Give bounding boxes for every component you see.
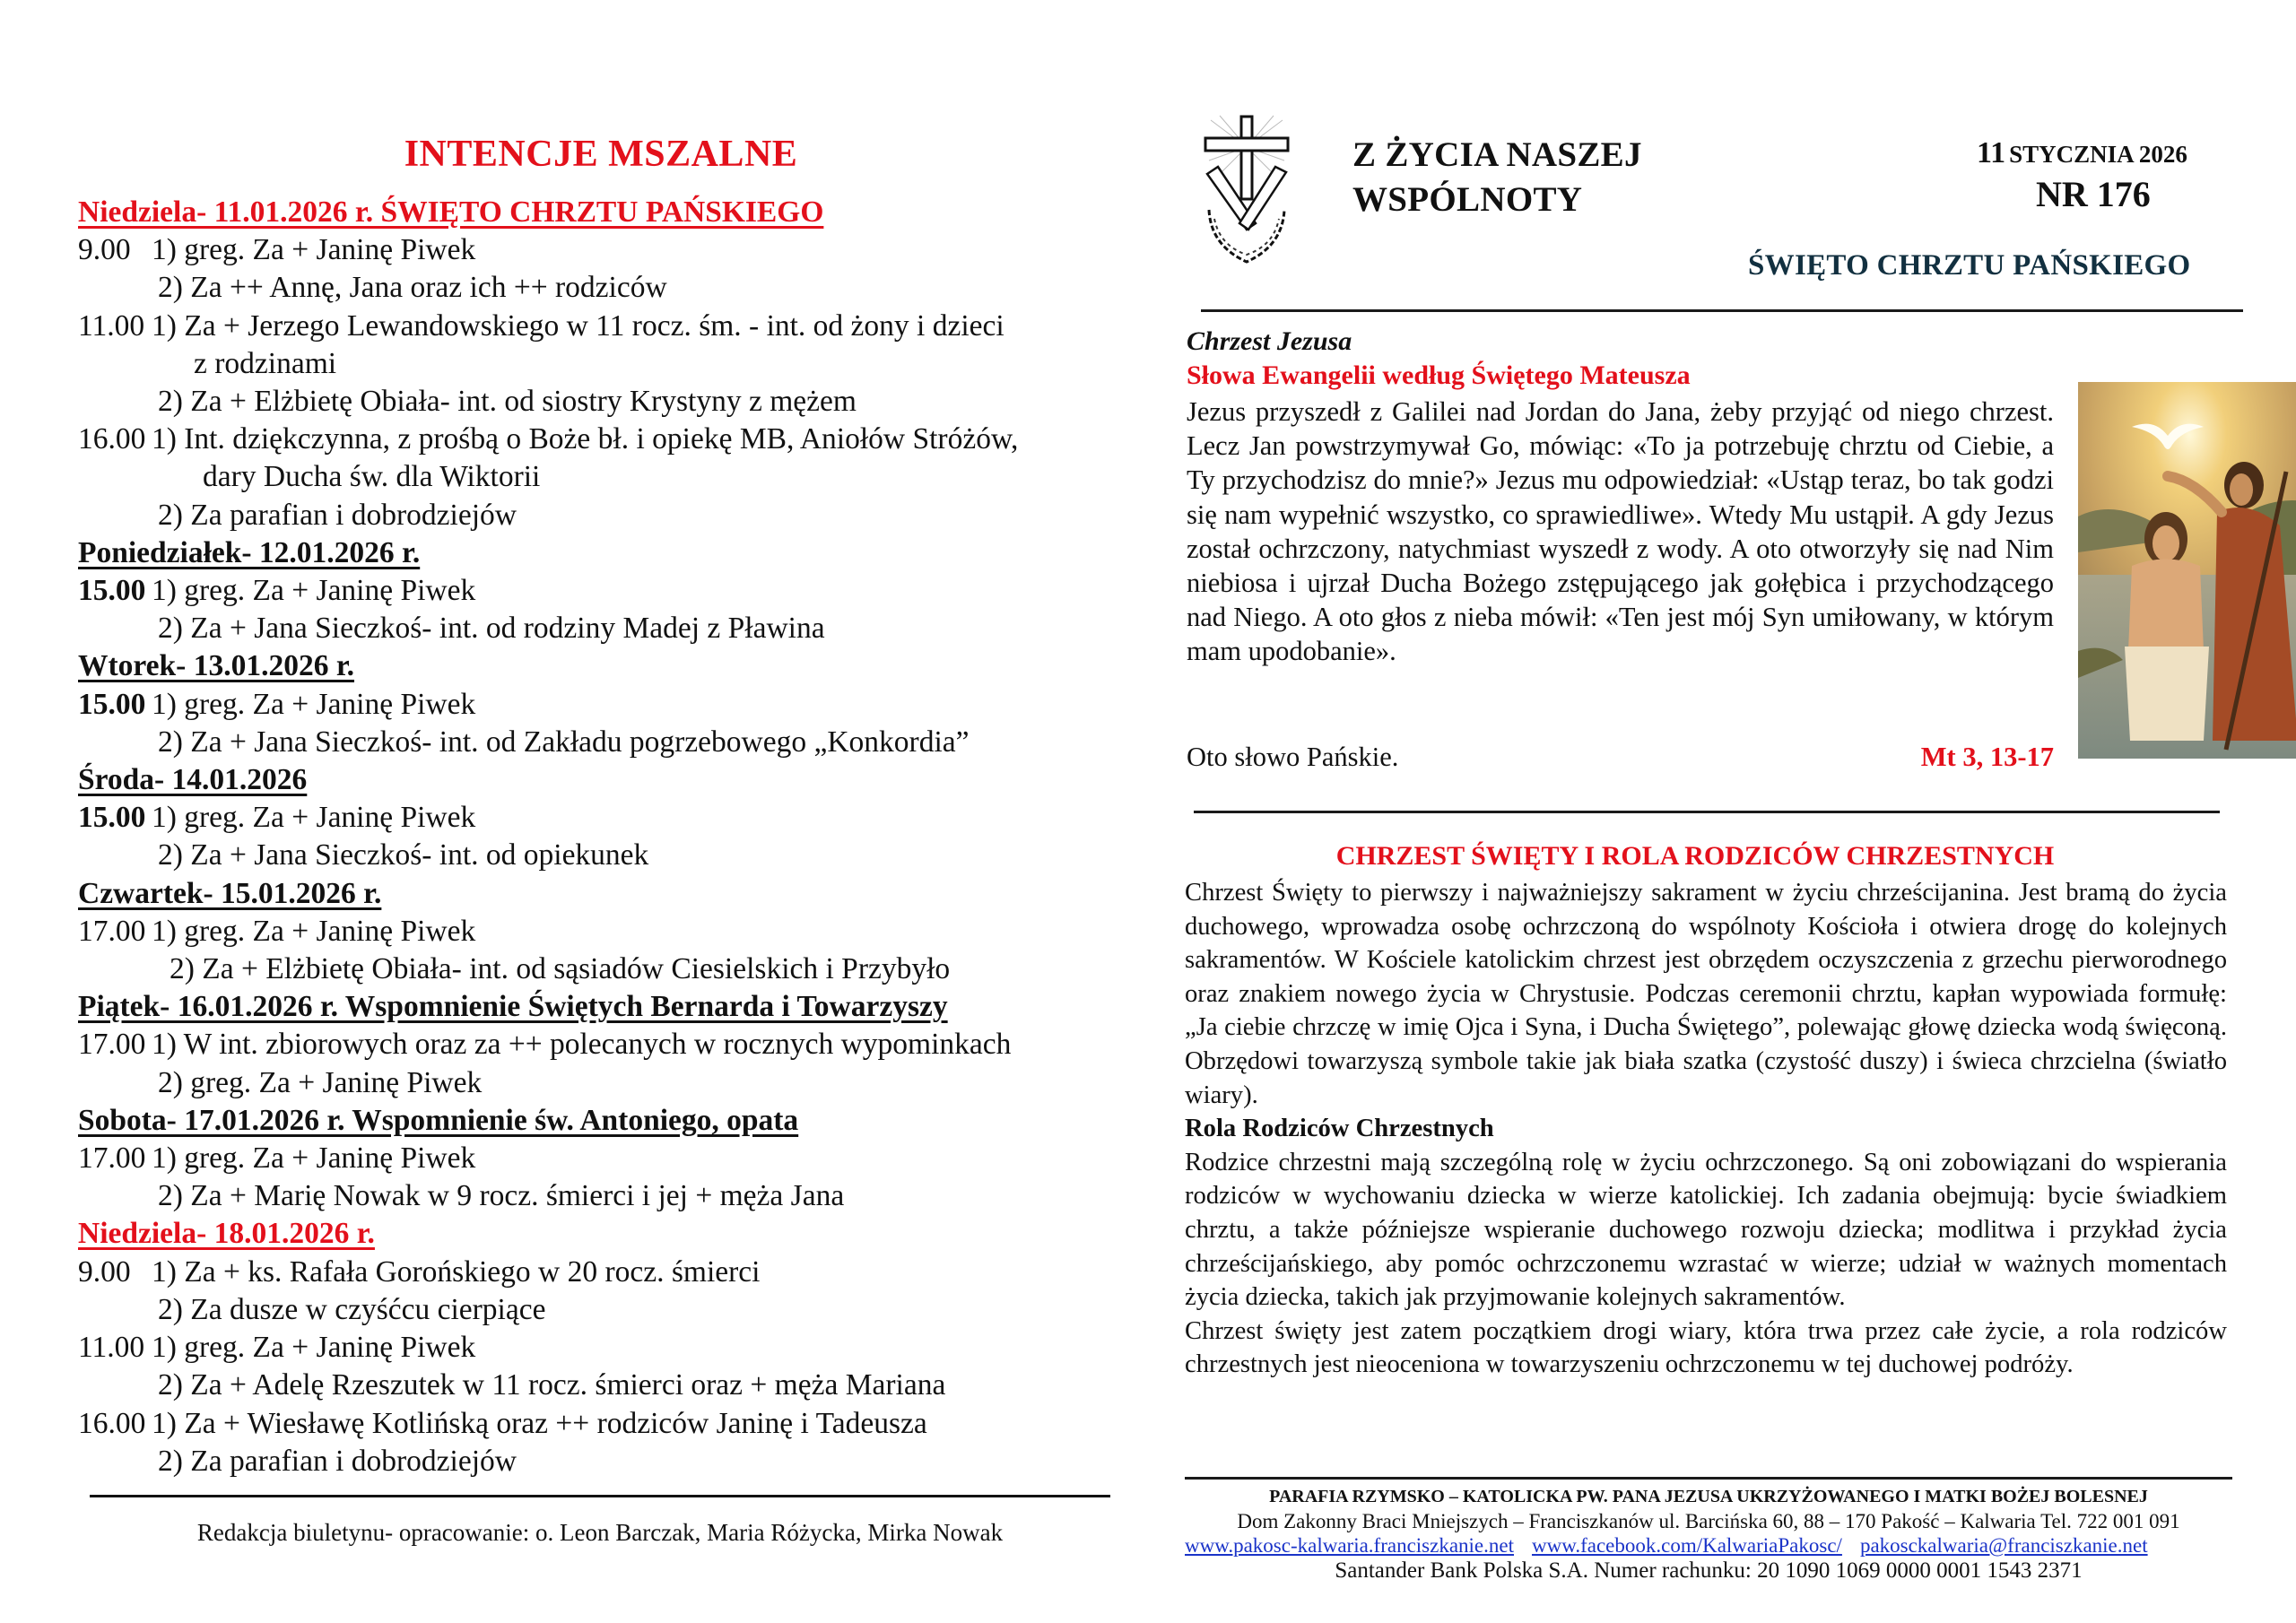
bulletin-title-line1: Z ŻYCIA NASZEJ bbox=[1352, 135, 1642, 174]
mass-line bbox=[78, 269, 1154, 307]
divider bbox=[90, 1495, 1110, 1497]
feast-title: ŚWIĘTO CHRZTU PAŃSKIEGO bbox=[1748, 249, 2191, 282]
gospel-text: Jezus przyszedł z Galilei nad Jordan do Jana, żeby przyjąć od niego chrzest. Lecz Jan powstrzymywał Go, mówiąc: «To ja potrzebuję chrztu od Ciebie, a Ty przychodzisz do mnie?» Jezus mu odpowiedział: «Ustąp teraz, bo tak godzi się nam wypełnić wszystko, co sprawiedliwe». Wtedy Mu ustąpił. A gdy Jezus został ochrzczony, natychmiast wyszedł z wody. A oto otworzyły się nad Nim niebiosa i ujrzał Ducha Bożego zstępującego jak gołębica i przychodzącego nad Niego. A oto głos z nieba mówił: «Ten jest mój Syn umiłowany, w którym mam upodobanie». bbox=[1187, 396, 2054, 667]
mass-intention: 2) Za + Elżbietę Obiała- int. od sąsiadów Ciesielskich i Przybyło bbox=[170, 952, 951, 986]
article-paragraph: Chrzest Święty to pierwszy i najważniejszy sakrament w życiu chrześcijanina. Jest bramą do życia duchowego, wprowadza osobę ochrzczoną do wspólnoty Kościoła i otwiera drogę do kolejnych sakramentów. W Kościele katolickim chrzest jest obrzędem oczyszczenia z grzechu pierworodnego oraz znakiem nowego życia w Chrystusie. Podczas ceremonii chrztu, kapłan wypowiada formułę: „Ja ciebie chrzczę w imię Ojca i Syna, i Ducha Świętego”, polewając głowę dziecka wodą święconą. Obrzędowi towarzyszą symbole takie jak biała szatka (czystość duszy) i świeca chrzcielna (światło wiary). bbox=[1185, 879, 2227, 1109]
mass-line bbox=[78, 1254, 1154, 1291]
mass-intention: 1) greg. Za + Janinę Piwek bbox=[152, 1141, 476, 1176]
mass-intention: 1) Za + Wiesławę Kotlińską oraz ++ rodziców Janinę i Tadeusza bbox=[152, 1406, 927, 1440]
mass-intention: 1) W int. zbiorowych oraz za ++ polecanych w rocznych wypominkach bbox=[152, 1028, 1012, 1062]
mass-intention: 2) Za + Elżbietę Obiała- int. od siostry Krystyny z mężem bbox=[158, 385, 857, 419]
parish-name: PARAFIA RZYMSKO – KATOLICKA PW. PANA JEZUSA UKRZYŻOWANEGO I MATKI BOŻEJ BOLESNEJ bbox=[1269, 1487, 2148, 1506]
gospel-reference: Mt 3, 13-17 bbox=[1920, 742, 2054, 772]
mass-intention: z rodzinami bbox=[194, 346, 337, 380]
mass-intention: 2) Za dusze w czyśćcu cierpiące bbox=[158, 1292, 546, 1326]
day-heading: Czwartek- 15.01.2026 r. bbox=[78, 876, 382, 910]
website-link[interactable]: www.pakosc-kalwaria.franciszkanie.net bbox=[1185, 1534, 1514, 1557]
mass-intention: 2) Za parafian i dobrodziejów bbox=[158, 498, 517, 532]
mass-time: 15.00 bbox=[78, 801, 146, 835]
mass-intention: 2) Za + Jana Sieczkoś- int. od opiekunek bbox=[158, 838, 649, 872]
mass-line bbox=[78, 1140, 1154, 1177]
mass-intention: 1) Int. dziękczynna, z prośbą o Boże bł. i opiekę MB, Aniołów Stróżów, bbox=[152, 422, 1019, 456]
facebook-link[interactable]: www.facebook.com/KalwariaPakosc/ bbox=[1531, 1534, 1842, 1557]
gospel-closing: Oto słowo Pańskie. bbox=[1187, 742, 1399, 772]
day-heading: Piątek- 16.01.2026 r. Wspomnienie Świętych Bernarda i Towarzyszy bbox=[78, 990, 948, 1024]
gospel-closing-row bbox=[1187, 742, 2054, 773]
bank-account: Santander Bank Polska S.A. Numer rachunku: 20 1090 1069 0000 0001 1543 2371 bbox=[1335, 1558, 2083, 1583]
mass-line bbox=[78, 458, 1154, 496]
mass-intention: 2) Za + Adelę Rzeszutek w 11 rocz. śmierci oraz + męża Mariana bbox=[158, 1368, 946, 1402]
article-paragraph: Chrzest święty jest zatem początkiem drogi wiary, która trwa przez całe życie, a rola rodziców chrzestnych jest nieoceniona w towarzyszeniu ochrzczonemu w tej duchowej podróży. bbox=[1185, 1316, 2227, 1379]
editorial-credits: Redakcja biuletynu- opracowanie: o. Leon Barczak, Maria Różycka, Mirka Nowak bbox=[196, 1519, 1004, 1546]
mass-intention: 2) Za parafian i dobrodziejów bbox=[158, 1444, 517, 1478]
mass-time: 9.00 bbox=[78, 233, 131, 267]
day-heading: Poniedziałek- 12.01.2026 r. bbox=[78, 535, 421, 569]
mass-line bbox=[78, 497, 1154, 534]
issue-number: NR 176 bbox=[2036, 174, 2151, 214]
mass-line bbox=[78, 799, 1154, 837]
email-link[interactable]: pakosckalwaria@franciszkanie.net bbox=[1859, 1534, 2148, 1557]
mass-intention: 2) Za ++ Annę, Jana oraz ich ++ rodziców bbox=[158, 271, 667, 305]
mass-time: 15.00 bbox=[78, 574, 146, 608]
mass-intention: 1) Za + ks. Rafała Gorońskiego w 20 rocz. śmierci bbox=[152, 1254, 761, 1289]
mass-line bbox=[78, 383, 1154, 421]
right-page-bulletin bbox=[1148, 0, 2296, 1623]
mass-intention: 2) Za + Jana Sieczkoś- int. od rodziny Madej z Pławina bbox=[158, 612, 825, 646]
mass-line bbox=[78, 421, 1154, 458]
issue-date bbox=[1977, 136, 2187, 170]
mass-line bbox=[78, 1443, 1154, 1480]
mass-time: 16.00 bbox=[78, 422, 146, 456]
mass-time: 17.00 bbox=[78, 1141, 146, 1176]
mass-line bbox=[78, 724, 1154, 761]
mass-line bbox=[78, 610, 1154, 647]
gospel-source: Słowa Ewangelii według Świętego Mateusza bbox=[1187, 360, 1691, 390]
mass-intention: 1) greg. Za + Janinę Piwek bbox=[152, 687, 476, 721]
day-heading: Sobota- 17.01.2026 r. Wspomnienie św. Antoniego, opata bbox=[78, 1103, 799, 1137]
mass-line bbox=[78, 1026, 1154, 1063]
mass-line bbox=[78, 686, 1154, 724]
mass-intention: 2) greg. Za + Janinę Piwek bbox=[158, 1065, 483, 1099]
day-heading: Wtorek- 13.01.2026 r. bbox=[78, 649, 354, 683]
mass-line bbox=[78, 1291, 1154, 1329]
mass-line bbox=[78, 837, 1154, 874]
mass-intention: 1) greg. Za + Janinę Piwek bbox=[152, 574, 476, 608]
issue-date-month-year: STYCZNIA 2026 bbox=[2009, 141, 2187, 168]
cross-with-franciscan-arms-icon bbox=[1202, 111, 1292, 273]
parish-address: Dom Zakonny Braci Mniejszych – Franciszkanów ul. Barcińska 60, 88 – 170 Pakość – Kalwaria Tel. 722 001 091 bbox=[1237, 1510, 2180, 1532]
mass-intentions-title: INTENCJE MSZALNE bbox=[404, 134, 798, 175]
mass-intention: 1) greg. Za + Janinę Piwek bbox=[152, 1331, 476, 1365]
mass-time: 9.00 bbox=[78, 1254, 131, 1289]
mass-line bbox=[78, 1064, 1154, 1102]
mass-time: 11.00 bbox=[78, 1331, 145, 1365]
mass-schedule bbox=[78, 194, 1154, 1480]
mass-line bbox=[78, 345, 1154, 383]
footer-links bbox=[1185, 1534, 2243, 1558]
mass-time: 16.00 bbox=[78, 1406, 146, 1440]
mass-intention: 2) Za + Jana Sieczkoś- int. od Zakładu pogrzebowego „Konkordia” bbox=[158, 725, 970, 759]
mass-time: 11.00 bbox=[78, 308, 145, 343]
mass-line bbox=[78, 1329, 1154, 1367]
bulletin-title-line2: WSPÓLNOTY bbox=[1352, 180, 1583, 219]
divider bbox=[1185, 1477, 2232, 1480]
day-heading: Niedziela- 18.01.2026 r. bbox=[78, 1217, 375, 1251]
mass-time: 17.00 bbox=[78, 914, 146, 948]
mass-intention: dary Ducha św. dla Wiktorii bbox=[203, 460, 541, 494]
issue-date-day: 11 bbox=[1977, 136, 2006, 169]
mass-line bbox=[78, 1367, 1154, 1404]
article-subheading: Rola Rodziców Chrzestnych bbox=[1185, 1115, 1494, 1143]
mass-line bbox=[78, 913, 1154, 950]
bulletin-title bbox=[1352, 133, 1642, 222]
mass-intention: 1) greg. Za + Janinę Piwek bbox=[152, 914, 476, 948]
mass-intention: 1) greg. Za + Janinę Piwek bbox=[152, 233, 476, 267]
mass-line bbox=[78, 1405, 1154, 1443]
day-heading: Niedziela- 11.01.2026 r. ŚWIĘTO CHRZTU PAŃSKIEGO bbox=[78, 195, 824, 229]
article-body bbox=[1185, 876, 2227, 1382]
mass-time: 17.00 bbox=[78, 1028, 146, 1062]
article-title: CHRZEST ŚWIĘTY I ROLA RODZICÓW CHRZESTNYCH bbox=[1335, 841, 2055, 871]
article-paragraph: Rodzice chrzestni mają szczególną rolę w życiu ochrzczonego. Są oni zobowiązani do wspierania rodziców w wychowaniu dziecka w wierze katolickiej. Ich zadania obejmują: bycie świadkiem chrztu, a także późniejsze wspieranie duchowego rozwoju dziecka; modlitwa i przykład życia chrześcijańskiego, aby pomóc ochrzczonemu wzrastać w wierze; udział w ważnych momentach życia dziecka, takich jak przyjmowanie kolejnych sakramentów. bbox=[1185, 1148, 2227, 1312]
mass-line bbox=[78, 308, 1154, 345]
mass-time: 15.00 bbox=[78, 687, 146, 721]
mass-intention: 2) Za + Marię Nowak w 9 rocz. śmierci i jej + męża Jana bbox=[158, 1179, 845, 1213]
divider bbox=[1194, 811, 2220, 813]
baptism-painting-image bbox=[2078, 382, 2296, 759]
divider bbox=[1201, 309, 2243, 312]
mass-line bbox=[78, 572, 1154, 610]
mass-intention: 1) greg. Za + Janinę Piwek bbox=[152, 801, 476, 835]
mass-line bbox=[78, 950, 1154, 988]
mass-line bbox=[78, 1177, 1154, 1215]
mass-line bbox=[78, 231, 1154, 269]
gospel-kicker: Chrzest Jezusa bbox=[1187, 326, 1352, 356]
day-heading: Środa- 14.01.2026 bbox=[78, 763, 308, 797]
mass-intention: 1) Za + Jerzego Lewandowskiego w 11 rocz. śm. - int. od żony i dzieci bbox=[152, 308, 1004, 343]
